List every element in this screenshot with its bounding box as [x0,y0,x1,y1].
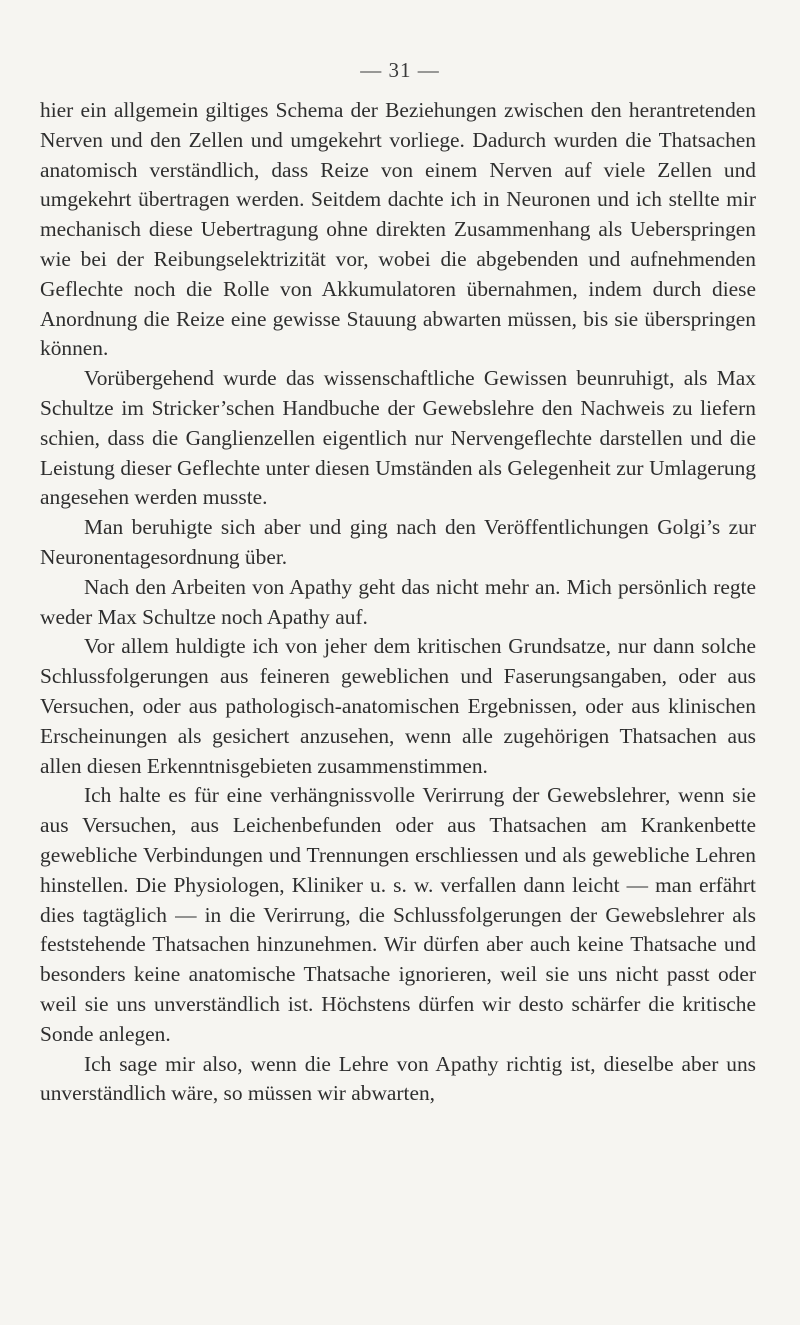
paragraph-5: Vor allem huldigte ich von jeher dem kritischen Grundsatze, nur dann solche Schlussfolgerungen aus feineren geweblichen und Faserungsangaben, oder aus Versuchen, oder aus pathologisch-anatomischen Ergebnissen, oder aus klinischen Erscheinungen als gesichert anzusehen, wenn alle zugehörigen Thatsachen aus allen diesen Erkenntnisgebieten zusammenstimmen. [40,634,756,778]
paragraph-1: hier ein allgemein giltiges Schema der Beziehungen zwischen den herantretenden Nerven und den Zellen und umgekehrt vorliege. Dadurch wurden die Thatsachen anatomisch verständlich, dass Reize von einem Nerven auf viele Zellen und umgekehrt übertragen werden. Seitdem dachte ich in Neuronen und ich stellte mir mechanisch diese Uebertragung ohne direkten Zusammenhang als Ueberspringen wie bei der Reibungselektrizität vor, wobei die abgebenden und aufnehmenden Geflechte noch die Rolle von Akkumulatoren übernahmen, indem durch diese Anordnung die Reize eine gewisse Stauung abwarten müssen, bis sie überspringen können. [40,98,756,361]
paragraph-4: Nach den Arbeiten von Apathy geht das nicht mehr an. Mich persönlich regte weder Max Schultze noch Apathy auf. [40,574,756,629]
page-number: — 31 — [360,58,440,82]
paragraph-3: Man beruhigte sich aber und ging nach den Veröffentlichungen Golgi’s zur Neuronentagesordnung über. [40,515,756,569]
paragraph-2: Vorübergehend wurde das wissenschaftliche Gewissen beunruhigt, als Max Schultze im Stricker’schen Handbuche der Gewebslehre den Nachweis zu liefern schien, dass die Ganglienzellen eigentlich nur Nervengeflechte darstellen und die Leistung dieser Geflechte unter diesen Umständen als Gelegenheit zur Umlagerung angesehen werden musste. [40,366,756,510]
paragraph-7: Ich sage mir also, wenn die Lehre von Apathy richtig ist, dieselbe aber uns unverständlich wäre, so müssen wir abwarten, [40,1051,756,1106]
body-text [40,96,756,1109]
paragraph-6: Ich halte es für eine verhängnissvolle Verirrung der Gewebslehrer, wenn sie aus Versuchen, aus Leichenbefunden oder aus Thatsachen am Krankenbette gewebliche Verbindungen und Trennungen erschliessen und als gewebliche Lehren hinstellen. Die Physiologen, Kliniker u. s. w. verfallen dann leicht — man erfährt dies tagtäglich — in die Verirrung, die Schlussfolgerungen der Gewebslehrer als feststehende Thatsachen hinzunehmen. Wir dürfen aber auch keine Thatsache und besonders keine anatomische Thatsache ignorieren, weil sie uns nicht passt oder weil sie uns unverständlich ist. Höchstens dürfen wir desto schärfer die kritische Sonde anlegen. [40,783,756,1046]
